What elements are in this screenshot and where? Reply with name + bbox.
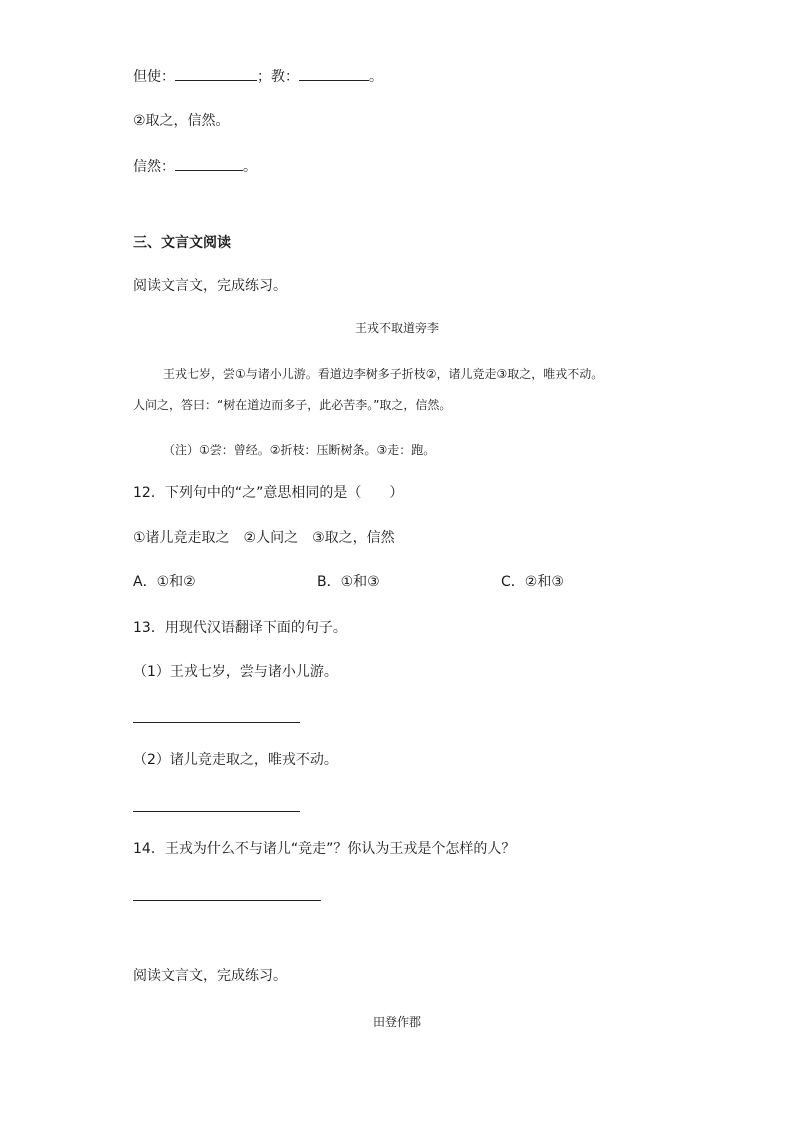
fill-line-1 bbox=[133, 66, 383, 87]
blank-danshi[interactable] bbox=[175, 66, 257, 81]
section-heading: 三、文言文阅读 bbox=[133, 235, 231, 251]
blank-xinran[interactable] bbox=[175, 156, 243, 171]
q12-option-c[interactable]: C．②和③ bbox=[501, 574, 564, 590]
blank-jiao[interactable] bbox=[299, 66, 369, 81]
q12-items: ①诸儿竞走取之 ②人问之 ③取之，信然 bbox=[133, 530, 395, 546]
sentence-2: ②取之，信然。 bbox=[133, 113, 230, 129]
period: 。 bbox=[369, 69, 383, 85]
passage-paragraph-2: 人问之，答曰：“树在道边而多子，此必苦李。”取之，信然。 bbox=[133, 398, 452, 412]
period: 。 bbox=[243, 159, 257, 175]
passage-paragraph-1: 王戎七岁，尝①与诸小儿游。看道边李树多子折枝②，诸儿竞走③取之，唯戎不动。 bbox=[163, 367, 604, 381]
q12-stem: 12．下列句中的“之”意思相同的是（ ） bbox=[133, 485, 404, 501]
q13-sentence-2: （2）诸儿竞走取之，唯戎不动。 bbox=[133, 752, 338, 768]
next-passage-title: 田登作郡 bbox=[372, 1015, 421, 1029]
next-intro: 阅读文言文，完成练习。 bbox=[133, 968, 287, 984]
fill-line-3 bbox=[133, 156, 257, 177]
q12-option-a[interactable]: A．①和② bbox=[133, 574, 196, 590]
q13-answer-line-1[interactable] bbox=[133, 722, 300, 723]
label-danshi: 但使： bbox=[133, 69, 175, 85]
passage-title: 王戎不取道旁李 bbox=[354, 321, 439, 335]
q14-answer-line[interactable] bbox=[133, 900, 321, 901]
q12-option-b[interactable]: B．①和③ bbox=[317, 574, 380, 590]
q13-sentence-1: （1）王戎七岁，尝与诸小儿游。 bbox=[133, 664, 338, 680]
label-jiao: ；教： bbox=[257, 69, 299, 85]
q13-stem: 13．用现代汉语翻译下面的句子。 bbox=[133, 620, 347, 636]
section-intro: 阅读文言文，完成练习。 bbox=[133, 278, 287, 294]
q13-answer-line-2[interactable] bbox=[133, 811, 300, 812]
q14-stem: 14．王戎为什么不与诸儿“竞走”？你认为王戎是个怎样的人？ bbox=[133, 841, 516, 857]
passage-note: （注）①尝：曾经。②折枝：压断树条。③走：跑。 bbox=[163, 443, 436, 457]
label-xinran: 信然： bbox=[133, 159, 175, 175]
